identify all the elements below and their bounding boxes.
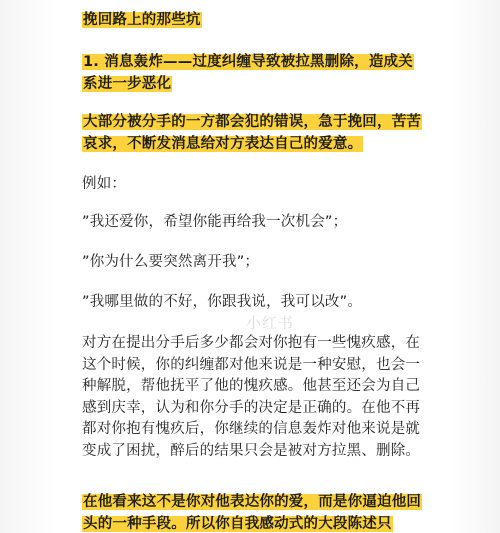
document-title	[82, 9, 422, 31]
quote-1: ”我还爱你，希望你能再给我一次机会”；	[82, 214, 348, 230]
example-label: 例如：	[82, 176, 127, 192]
bottom-highlight-paragraph	[82, 491, 422, 533]
title-highlight: 挽回路上的那些坑	[83, 12, 201, 28]
heading-highlight: 1. 消息轰炸——过度纠缠导致被拉黑删除，造成关系进一步恶化	[83, 54, 413, 92]
paragraph-highlight: 大部分被分手的一方都会犯的错误，急于挽回，苦苦哀求，不断发消息给对方表达自己的爱意。	[83, 114, 422, 152]
body-paragraph: 对方在提出分手后多少都会对你抱有一些愧疚感，在这个时候，你的纠缠都对他来说是一种安慰，也会一种解脱，帮他抚平了他的愧疚感。他甚至还会为自己感到庆幸，认为和你分手的决定是正确的。在他不再都对你抱有愧疚后，你继续的信息轰炸对他来说是就变成了困扰，醉后的结果只会是被对方拉黑、删除。	[82, 335, 421, 459]
page-shadow-right	[450, 0, 500, 533]
bottom-highlight: 在他看来这不是你对他表达你的爱，而是你逼迫他回头的一种手段。所以你自我感动式的大段陈述只	[83, 494, 422, 532]
page-shadow-left	[0, 0, 56, 533]
section-heading	[82, 51, 422, 95]
watermark-logo: 小红书	[246, 314, 295, 332]
quote-2: ”你为什么要突然离开我”；	[82, 254, 260, 270]
highlight-paragraph	[82, 111, 422, 155]
quote-3: ”我哪里做的不好，你跟我说，我可以改”。	[82, 294, 363, 310]
